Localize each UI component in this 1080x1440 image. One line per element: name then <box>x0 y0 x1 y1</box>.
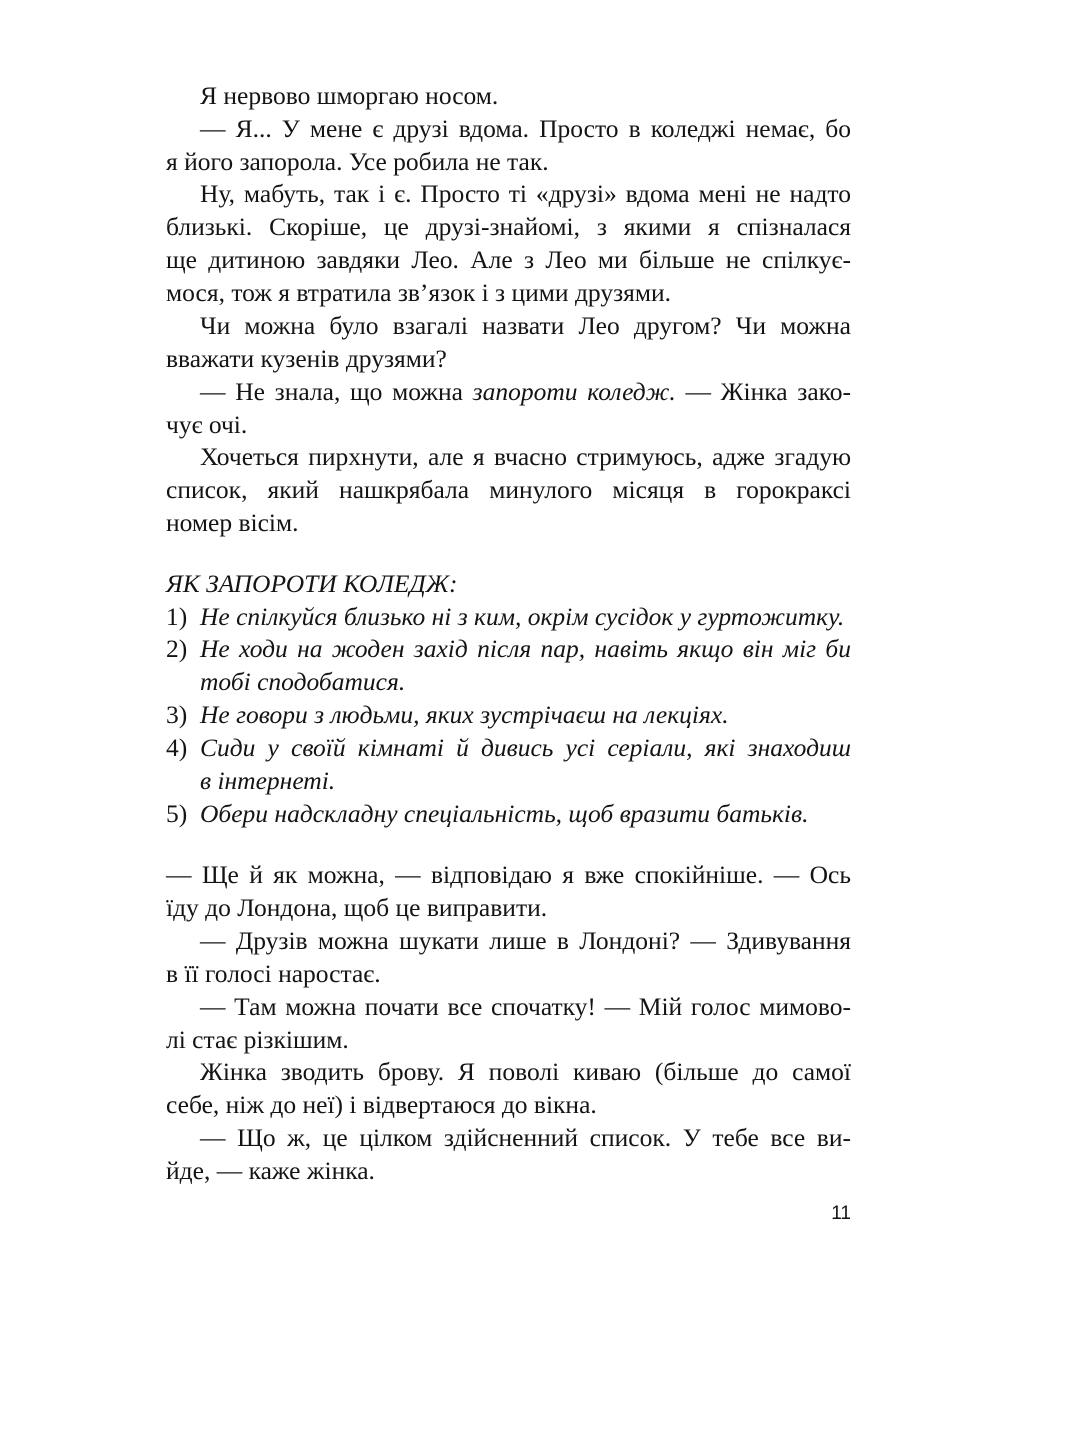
text-line: чує очі. <box>166 410 248 439</box>
text-line: в її голосі наростає. <box>166 959 381 988</box>
list-item-number: 4) <box>166 733 188 762</box>
list-heading: ЯК ЗАПОРОТИ КОЛЕДЖ: <box>166 569 458 598</box>
text-line: — Друзів можна шукати лише в Лондоні? — Здивування <box>200 926 851 955</box>
text-line: — Ще й як можна, — відповідаю я вже спокійніше. — Ось <box>166 860 851 889</box>
list-item-text: Не ходи на жоден захід після пар, навіть якщо він міг би <box>200 634 851 663</box>
list-item-number: 3) <box>166 700 188 729</box>
text-line: — Я... У мене є друзі вдома. Просто в коледжі немає, бо <box>200 114 851 143</box>
text-line: список, який нашкрябала минулого місяця в горокраксі <box>166 475 851 504</box>
text-line <box>200 375 851 408</box>
list-item <box>166 632 851 665</box>
text-line: лі стає різкішим. <box>166 1025 349 1054</box>
list-item-number: 2) <box>166 634 188 663</box>
text-line: себе, ніж до неї) і відвертаюся до вікна. <box>166 1090 597 1119</box>
page-number: 11 <box>831 1203 851 1224</box>
text-line: Хочеться пирхнути, але я вчасно стримуюсь, адже згадую <box>200 442 851 471</box>
text-run: — Жінка зако- <box>675 377 851 406</box>
text-line: мося, тож я втратила зв’язок і з цими друзями. <box>166 278 672 307</box>
text-line: номер вісім. <box>166 508 299 537</box>
text-line: Чи можна було взагалі назвати Лео другом? Чи можна <box>200 311 851 340</box>
list-item-text: Не спілкуйся близько ні з ким, окрім сусідок у гуртожитку. <box>200 602 845 631</box>
list-item-continuation: в інтернеті. <box>200 766 336 795</box>
text-line: ще дитиною завдяки Лео. Але з Лео ми більше не спілкує- <box>166 245 851 274</box>
text-line: я його запорола. Усе робила не так. <box>166 147 549 176</box>
text-line: — Там можна почати все спочатку! — Мій голос мимово- <box>200 992 851 1021</box>
text-line: Ну, мабуть, так і є. Просто ті «друзі» вдома мені не надто <box>200 179 851 208</box>
text-line: їду до Лондона, щоб це виправити. <box>166 893 548 922</box>
list-item <box>166 797 851 830</box>
list-item <box>166 731 851 764</box>
text-line: близькі. Скоріше, це друзі-знайомі, з якими я спізналася <box>166 212 851 241</box>
list-item-text: Обери надскладну спеціальність, щоб вразити батьків. <box>200 799 809 828</box>
text-line: вважати кузенів друзями? <box>166 344 447 373</box>
list-item-continuation: тобі сподобатися. <box>200 667 406 696</box>
text-line: йде, — каже жінка. <box>166 1156 375 1185</box>
list-item <box>166 698 851 731</box>
emphasis-run: запороти коледж. <box>472 377 676 406</box>
list-item-number: 5) <box>166 799 188 828</box>
list-item-text: Сиди у своїй кімнаті й дивись усі серіали, які знаходиш <box>200 733 851 762</box>
text-run: — Не знала, що можна <box>200 377 473 406</box>
text-line: Жінка зводить брову. Я поволі киваю (більше до самої <box>200 1057 851 1086</box>
list-item-number: 1) <box>166 602 188 631</box>
text-line: Я нервово шморгаю носом. <box>200 81 499 110</box>
list-item-text: Не говори з людьми, яких зустрічаєш на лекціях. <box>200 700 729 729</box>
text-line: — Що ж, це цілком здійсненний список. У тебе все ви- <box>200 1123 851 1152</box>
list-item <box>166 600 851 633</box>
